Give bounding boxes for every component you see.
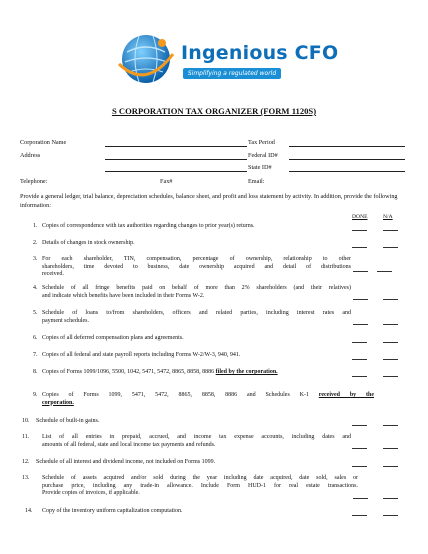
done-checkbox-line[interactable] bbox=[353, 271, 368, 272]
item-text-line: Schedule of loans to/from shareholders, officers and related parties, including interest rates and bbox=[42, 310, 351, 316]
done-checkbox-line[interactable] bbox=[352, 342, 367, 343]
item-text bbox=[42, 475, 358, 498]
na-checkbox-line[interactable] bbox=[377, 271, 392, 272]
tax-period-label: Tax Period bbox=[248, 139, 275, 146]
item-number: 2. bbox=[33, 240, 38, 246]
item-number: 14. bbox=[25, 508, 33, 514]
done-checkbox-line[interactable] bbox=[352, 376, 367, 377]
na-checkbox-line[interactable] bbox=[383, 230, 398, 231]
item-text-line bbox=[42, 392, 374, 400]
item-text-line: Schedule of assets acquired and/or sold during the year including date acquired, date sold, sales or bbox=[42, 475, 358, 481]
item-text bbox=[42, 256, 351, 279]
item-text bbox=[42, 352, 342, 360]
item-text-line: Copies of all federal and state payroll reports including Forms W-2/W-3, 940, 941. bbox=[42, 352, 241, 358]
federal-id-field[interactable] bbox=[289, 159, 405, 160]
globe-logo-icon bbox=[117, 30, 175, 88]
na-checkbox-line[interactable] bbox=[383, 448, 398, 449]
done-checkbox-line[interactable] bbox=[352, 359, 367, 360]
done-checkbox-line[interactable] bbox=[353, 324, 368, 325]
corporation-name-label: Corporation Name bbox=[20, 139, 67, 146]
item-text-line: Schedule of built-in gains. bbox=[36, 418, 100, 424]
done-checkbox-line[interactable] bbox=[352, 230, 367, 231]
logo-tagline: Simplifying a regulated world bbox=[183, 68, 281, 79]
item-number: 4. bbox=[33, 285, 38, 291]
item-number: 10. bbox=[22, 418, 30, 424]
item-text bbox=[42, 285, 351, 300]
item-text bbox=[42, 434, 351, 449]
item-text bbox=[36, 459, 336, 467]
item-number: 13. bbox=[22, 475, 30, 481]
na-checkbox-line[interactable] bbox=[383, 299, 398, 300]
state-id-field[interactable] bbox=[289, 171, 405, 172]
item-text-emphasis: filed by the corporation. bbox=[215, 369, 278, 375]
item-text-line: Details of changes in stock ownership. bbox=[42, 240, 135, 246]
federal-id-label: Federal ID# bbox=[248, 152, 278, 159]
item-text-line: received. bbox=[42, 271, 64, 278]
done-checkbox-line[interactable] bbox=[352, 466, 367, 467]
na-checkbox-line[interactable] bbox=[383, 247, 398, 248]
done-checkbox-line[interactable] bbox=[352, 448, 367, 449]
item-number: 12. bbox=[22, 459, 30, 465]
item-text-emphasis: corporation. bbox=[42, 399, 74, 406]
na-column-header: N/A bbox=[383, 214, 393, 220]
done-column-header: DONE bbox=[352, 214, 368, 220]
state-id-label: State ID# bbox=[248, 164, 272, 171]
item-number: 6. bbox=[33, 335, 38, 341]
item-text bbox=[42, 310, 351, 325]
na-checkbox-line[interactable] bbox=[383, 498, 398, 499]
done-checkbox-line[interactable] bbox=[352, 247, 367, 248]
item-text-line: Provide copies of invoices, if applicable. bbox=[42, 490, 140, 497]
item-number: 1. bbox=[33, 223, 38, 229]
done-checkbox-line[interactable] bbox=[353, 299, 368, 300]
item-text-emphasis: received by the bbox=[318, 392, 375, 398]
item-text-line: Schedule of all fringe benefits paid on behalf of more than 2% shareholders (and their relatives) bbox=[42, 285, 351, 291]
item-text-line bbox=[42, 369, 342, 377]
done-checkbox-line[interactable] bbox=[353, 498, 368, 499]
logo-company-name: Ingenious CFO bbox=[181, 42, 339, 64]
item-text-plain: Copies of Forms 1099, 5471, 5472, 8865, 8858, 8886 and Schedules K-1 bbox=[42, 392, 319, 398]
na-checkbox-line[interactable] bbox=[383, 342, 398, 343]
item-text-line: Copy of the inventory uniform capitalization computation. bbox=[42, 508, 183, 514]
item-number: 5. bbox=[33, 310, 38, 316]
item-text bbox=[42, 335, 342, 343]
address-field-line1[interactable] bbox=[105, 159, 247, 160]
na-checkbox-line[interactable] bbox=[383, 324, 398, 325]
item-text-line: For each shareholder, TIN, compensation, percentage of ownership, relationship to other bbox=[42, 256, 351, 262]
item-text bbox=[42, 223, 342, 231]
item-number: 9. bbox=[33, 392, 38, 398]
item-text-line: Copies of correspondence with tax authorities regarding changes to prior year(s) returns. bbox=[42, 223, 255, 229]
na-checkbox-line[interactable] bbox=[383, 376, 398, 377]
item-text bbox=[42, 392, 374, 407]
item-text bbox=[42, 508, 342, 516]
item-text-line: shareholders, time devoted to business, date ownership acquired and detail of distributions bbox=[42, 263, 351, 270]
na-checkbox-line[interactable] bbox=[383, 466, 398, 467]
na-checkbox-line[interactable] bbox=[383, 359, 398, 360]
email-label: Email: bbox=[248, 178, 265, 185]
item-text-line: Schedule of all interest and dividend income, not included on Forms 1099. bbox=[36, 459, 216, 465]
na-checkbox-line[interactable] bbox=[383, 515, 398, 516]
item-text-line: payment schedules. bbox=[42, 317, 89, 324]
item-number: 7. bbox=[33, 352, 38, 358]
document-title: S CORPORATION TAX ORGANIZER (FORM 1120S) bbox=[111, 106, 317, 116]
item-text-line: purchase price, including any trade-in allowance. Include Form HUD-1 for real estate transactions. bbox=[42, 482, 358, 489]
done-checkbox-line[interactable] bbox=[352, 515, 367, 516]
item-text-line: and indicate which benefits have been included in their Forms W-2. bbox=[42, 292, 205, 299]
item-text-line: amounts of all federal, state and local income tax payments and refunds. bbox=[42, 441, 216, 448]
na-checkbox-line[interactable] bbox=[383, 425, 398, 426]
done-checkbox-line[interactable] bbox=[352, 425, 367, 426]
corporation-name-field[interactable] bbox=[105, 146, 247, 147]
item-text bbox=[36, 418, 336, 426]
intro-paragraph: Provide a general ledger, trial balance, depreciation schedules, balance sheet, and profit and loss statement by activity. In addition, provide the following information: bbox=[20, 193, 398, 209]
telephone-label: Telephone: bbox=[20, 178, 48, 185]
item-number: 3. bbox=[33, 256, 38, 262]
tax-period-field[interactable] bbox=[289, 146, 405, 147]
address-label: Address bbox=[20, 152, 41, 159]
item-text bbox=[42, 240, 342, 248]
item-number: 11. bbox=[22, 434, 30, 440]
fax-label: Fax# bbox=[160, 178, 173, 185]
address-field-line2[interactable] bbox=[105, 171, 247, 172]
company-logo bbox=[117, 28, 339, 90]
item-text-plain: Copies of Forms 1099/1096, 5500, 1042, 5471, 5472, 8865, 8858, 8886 bbox=[42, 369, 216, 375]
item-text-line: Copies of all deferred compensation plans and agreements. bbox=[42, 335, 184, 341]
item-number: 8. bbox=[33, 369, 38, 375]
item-text-line: List of all entries in prepaid, accrued, and income tax expense accounts, including dates and bbox=[42, 434, 351, 440]
item-text bbox=[42, 369, 342, 377]
